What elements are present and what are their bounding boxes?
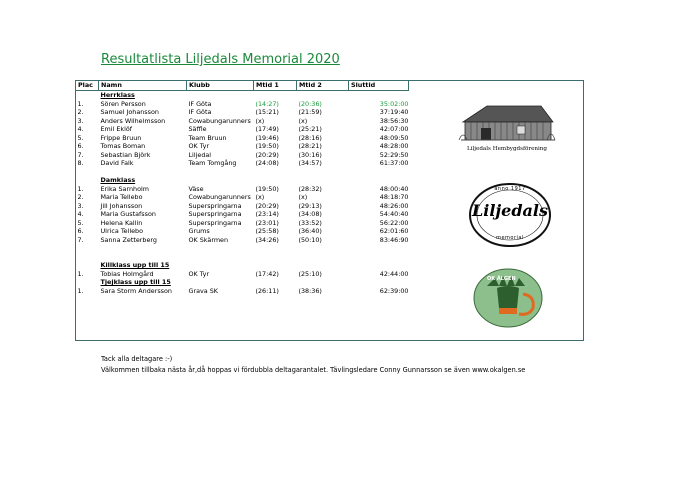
cell-slut: 48:00:40	[379, 184, 409, 193]
okalgen-logo	[473, 268, 543, 328]
cell-slut: 42:44:00	[379, 269, 409, 278]
class-heading-row	[76, 261, 409, 270]
cell-namn: Sebastian Björk	[100, 150, 151, 159]
spacer-cell	[297, 168, 349, 177]
okalgen-text: OK ÄLGEN	[487, 276, 516, 282]
cell-klubb: OK Tyr	[188, 269, 210, 278]
cell-slut: 48:28:00	[379, 142, 409, 150]
cell-m1: (19:46)	[255, 133, 279, 142]
cell-klubb: IF Göta	[188, 99, 212, 108]
page-title: Resultatlista Liljedals Memorial 2020	[101, 52, 340, 67]
cell-plac: 1.	[77, 286, 84, 295]
cell-m2: (28:32)	[298, 184, 322, 193]
cell-plac: 1.	[77, 184, 84, 193]
hembygdsforening-caption: Liljedals Hembygdsförening	[467, 146, 547, 152]
column-header-mtid2: Mtid 2	[297, 81, 349, 91]
class-heading-blank	[76, 176, 99, 185]
cell-m1: (x)	[255, 193, 265, 201]
class-heading-row	[76, 278, 409, 287]
cell-namn: Ulrica Tellebo	[100, 227, 144, 235]
cell-m1: (x)	[255, 116, 265, 125]
cell-m2: (33:52)	[298, 218, 322, 227]
cell-m2: (x)	[298, 116, 308, 125]
memorial-name: Liljedals	[471, 201, 548, 220]
table-row	[76, 287, 409, 296]
cell-klubb: OK Skärmen	[188, 235, 229, 244]
column-header-sluttid: Sluttid	[349, 81, 409, 91]
cell-m1: (23:01)	[255, 218, 279, 227]
cell-plac: 3.	[77, 201, 84, 210]
class-heading: Tjejklass upp till 15	[100, 278, 171, 286]
footer-welcome: Välkommen tillbaka nästa år,då hoppas vi fördubbla deltagarantalet. Tävlingsledare Conny Gunnarsson se även www.okalgen.se	[101, 366, 526, 374]
spacer-cell	[187, 168, 254, 177]
cell-slut: 62:01:60	[379, 227, 409, 235]
cell-plac: 6.	[77, 227, 84, 235]
footer-thanks: Tack alla deltagare :-)	[101, 355, 173, 363]
cell-m1: (19:50)	[255, 184, 279, 193]
cell-plac: 4.	[77, 125, 84, 133]
cell-namn: Helena Kallin	[100, 218, 143, 227]
cell-plac: 4.	[77, 210, 84, 218]
spacer-row	[76, 244, 409, 253]
table-row	[76, 219, 409, 228]
spacer-cell	[297, 244, 349, 253]
hembygdsforening-logo	[457, 100, 557, 160]
cell-plac: 6.	[77, 142, 84, 150]
cell-m1: (15:21)	[255, 108, 279, 116]
column-header-namn: Namn	[99, 81, 187, 91]
spacer-cell	[99, 168, 187, 177]
cell-m2: (30:16)	[298, 150, 322, 159]
cell-slut: 38:56:30	[379, 116, 409, 125]
spacer-cell	[76, 244, 99, 253]
class-heading-row	[76, 91, 409, 100]
table-row	[76, 117, 409, 126]
cell-slut: 61:37:00	[379, 159, 409, 167]
cell-klubb: IF Göta	[188, 108, 212, 116]
column-header-klubb: Klubb	[187, 81, 254, 91]
cell-klubb: Säffle	[188, 125, 207, 133]
cell-plac: 2.	[77, 193, 84, 201]
table-row	[76, 227, 409, 236]
cell-m2: (50:10)	[298, 235, 322, 244]
spacer-cell	[99, 253, 187, 262]
cell-m2: (x)	[298, 193, 308, 201]
cell-plac: 8.	[77, 159, 84, 167]
cell-klubb: Liljedal	[188, 150, 212, 159]
cell-plac: 7.	[77, 235, 84, 244]
cell-m1: (20:29)	[255, 201, 279, 210]
cell-klubb: Team Bruun	[188, 133, 227, 142]
spacer-cell	[349, 168, 409, 177]
class-heading: Damklass	[100, 176, 136, 184]
cell-namn: Erika Sarnholm	[100, 184, 149, 193]
cell-m2: (21:59)	[298, 108, 322, 116]
memorial-year: anno 1917	[494, 186, 526, 192]
results-table	[75, 80, 409, 295]
cell-m2: (25:10)	[298, 269, 322, 278]
table-row	[76, 202, 409, 211]
table-row	[76, 270, 409, 279]
table-row	[76, 125, 409, 134]
cell-namn: Samuel Johansson	[100, 108, 159, 116]
cell-namn: Anders Wilhelmsson	[100, 116, 166, 125]
cell-klubb: Cowabungarunners	[188, 116, 251, 125]
spacer-cell	[254, 168, 297, 177]
table-row	[76, 236, 409, 245]
cell-slut: 48:26:00	[379, 201, 409, 210]
cell-namn: Tobias Holmgård	[100, 269, 154, 278]
class-heading-row	[76, 176, 409, 185]
cell-m2: (25:21)	[298, 125, 322, 133]
cell-klubb: Superspringarna	[188, 218, 242, 227]
cell-m1: (20:29)	[255, 150, 279, 159]
cell-slut: 83:46:90	[379, 235, 409, 244]
cell-m2: (20:36)	[298, 99, 322, 108]
cell-klubb: Grums	[188, 227, 210, 235]
class-heading: Herrklass	[100, 91, 135, 99]
cell-namn: Sara Storm Andersson	[100, 286, 172, 295]
table-row	[76, 185, 409, 194]
cell-m1: (14:27)	[255, 99, 279, 108]
header-row	[76, 81, 409, 91]
cell-klubb: OK Tyr	[188, 142, 210, 150]
table-row	[76, 142, 409, 151]
cell-namn: Tomas Boman	[100, 142, 146, 150]
class-heading-blank	[76, 278, 99, 287]
cell-plac: 5.	[77, 133, 84, 142]
cell-plac: 2.	[77, 108, 84, 116]
cell-slut: 37:19:40	[379, 108, 409, 116]
spacer-cell	[76, 168, 99, 177]
table-row	[76, 108, 409, 117]
cell-klubb: Team Tomgång	[188, 159, 237, 167]
cell-m2: (28:16)	[298, 133, 322, 142]
spacer-cell	[99, 244, 187, 253]
cell-slut: 48:18:70	[379, 193, 409, 201]
cell-slut: 48:09:50	[379, 133, 409, 142]
cell-namn: Frippe Bruun	[100, 133, 142, 142]
cell-namn: David Falk	[100, 159, 134, 167]
spacer-row	[76, 168, 409, 177]
memorial-logo	[468, 182, 552, 248]
cell-m2: (29:13)	[298, 201, 322, 210]
spacer-cell	[349, 253, 409, 262]
cell-m1: (23:14)	[255, 210, 279, 218]
spacer-cell	[254, 244, 297, 253]
cell-m1: (25:58)	[255, 227, 279, 235]
table-row	[76, 134, 409, 143]
column-header-mtid1: Mtid 1	[254, 81, 297, 91]
cell-m1: (24:08)	[255, 159, 279, 167]
results-body	[76, 91, 409, 296]
cell-namn: Sören Persson	[100, 99, 146, 108]
table-row	[76, 193, 409, 202]
cell-klubb: Cowabungarunners	[188, 193, 251, 201]
cell-m1: (17:49)	[255, 125, 279, 133]
spacer-cell	[187, 244, 254, 253]
memorial-word: memorial	[496, 235, 524, 241]
cell-m1: (19:50)	[255, 142, 279, 150]
cell-plac: 1.	[77, 269, 84, 278]
spacer-cell	[76, 253, 99, 262]
spacer-row	[76, 253, 409, 262]
cell-slut: 35:02:00	[379, 99, 409, 108]
cell-namn: Jill Johansson	[100, 201, 143, 210]
table-row	[76, 159, 409, 168]
table-row	[76, 100, 409, 109]
cell-m2: (28:21)	[298, 142, 322, 150]
cell-plac: 1.	[77, 99, 84, 108]
column-header-plac: Plac	[76, 81, 99, 91]
cell-slut: 56:22:00	[379, 218, 409, 227]
spacer-cell	[349, 244, 409, 253]
cell-m2: (34:57)	[298, 159, 322, 167]
cell-m2: (38:36)	[298, 286, 322, 295]
cell-namn: Emil Eklöf	[100, 125, 133, 133]
class-heading-blank	[76, 261, 99, 270]
cell-plac: 5.	[77, 218, 84, 227]
cell-m1: (34:26)	[255, 235, 279, 244]
table-row	[76, 210, 409, 219]
class-heading: Killklass upp till 15	[100, 261, 170, 269]
cell-slut: 42:07:00	[379, 125, 409, 133]
cell-klubb: Grava SK	[188, 286, 218, 295]
spacer-cell	[254, 253, 297, 262]
class-heading-blank	[76, 91, 99, 100]
cell-slut: 52:29:50	[379, 150, 409, 159]
cell-plac: 7.	[77, 150, 84, 159]
spacer-cell	[187, 253, 254, 262]
cell-namn: Sanna Zetterberg	[100, 235, 157, 244]
cell-namn: Maria Tellebo	[100, 193, 143, 201]
cell-klubb: Väse	[188, 184, 204, 193]
cell-slut: 62:39:00	[379, 286, 409, 295]
table-row	[76, 151, 409, 160]
cell-m1: (17:42)	[255, 269, 279, 278]
cell-m1: (26:11)	[255, 286, 279, 295]
cell-namn: Maria Gustafsson	[100, 210, 156, 218]
spacer-cell	[297, 253, 349, 262]
cell-m2: (34:08)	[298, 210, 322, 218]
cell-klubb: Superspringarna	[188, 201, 242, 210]
cell-m2: (36:40)	[298, 227, 322, 235]
cell-plac: 3.	[77, 116, 84, 125]
cell-slut: 54:40:40	[379, 210, 409, 218]
cell-klubb: Superspringarna	[188, 210, 242, 218]
